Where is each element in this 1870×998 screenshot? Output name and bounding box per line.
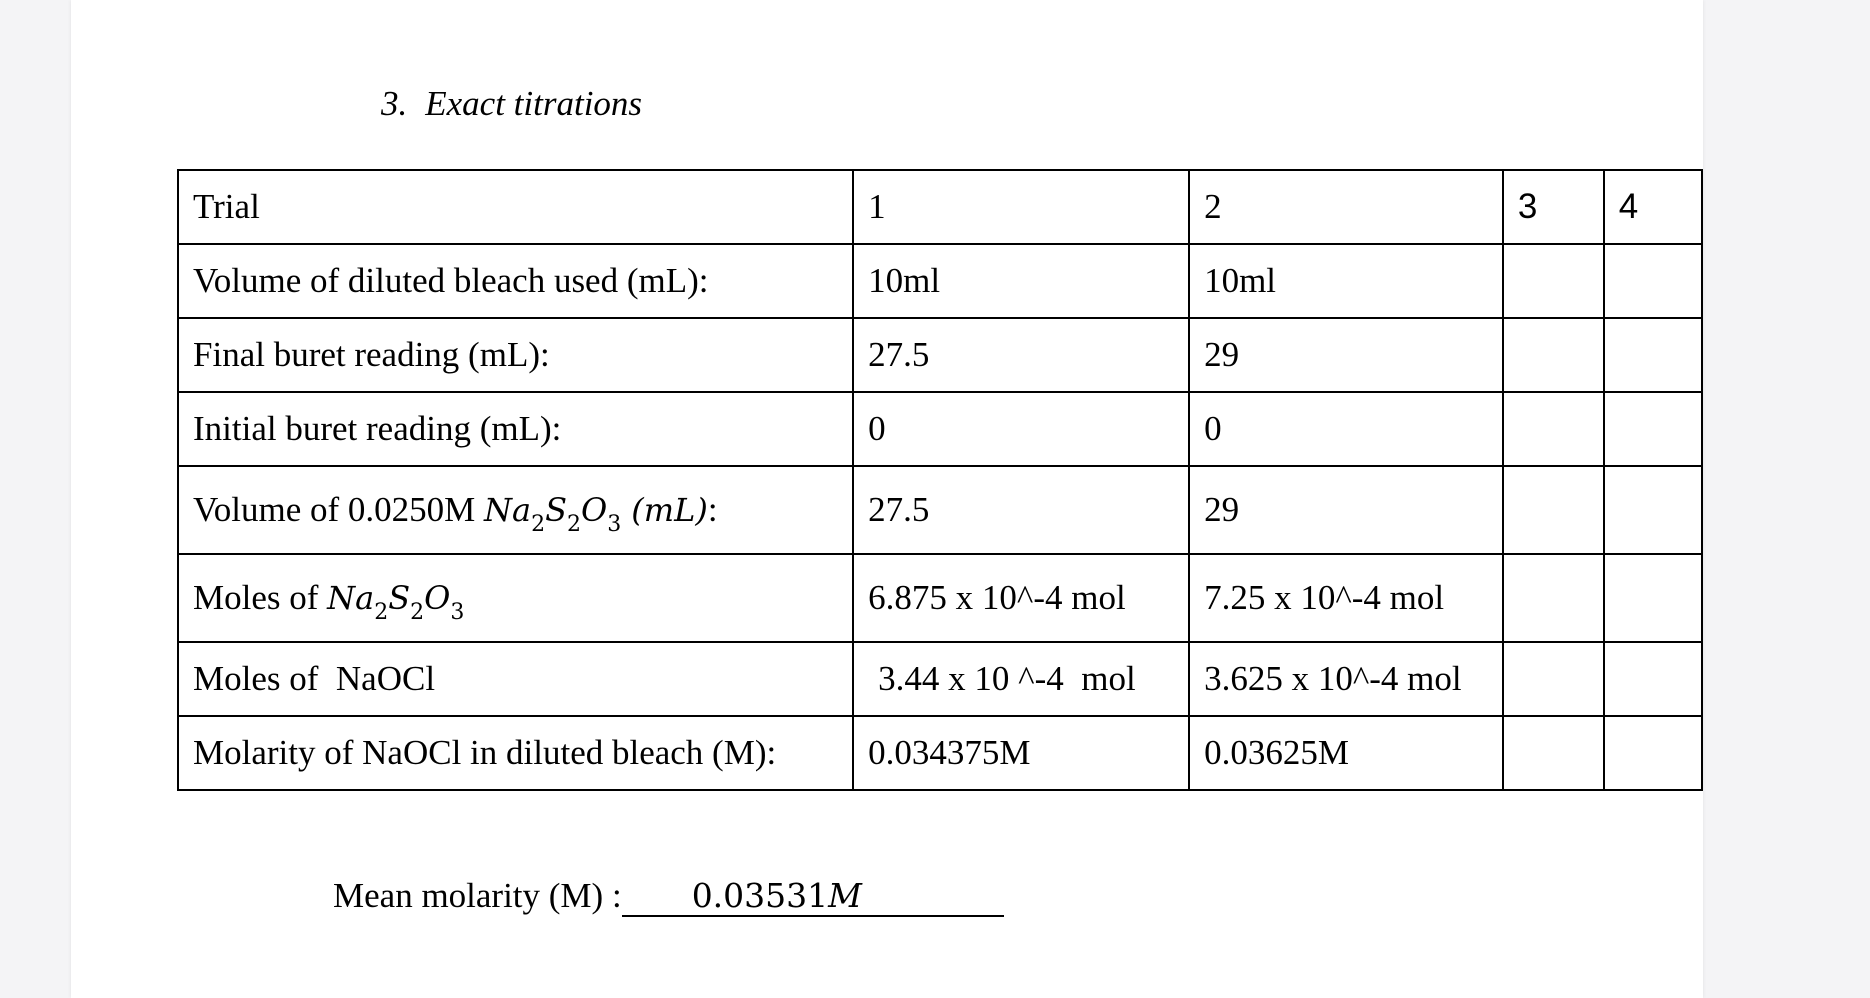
table-row-naocl-moles	[178, 642, 1702, 716]
titration-table	[177, 169, 1703, 791]
section-heading	[381, 84, 642, 124]
row-label-colon: :	[707, 490, 718, 529]
header-cell-trial: Trial	[178, 170, 853, 244]
cell-trial-3	[1503, 642, 1604, 716]
cell-trial-4	[1604, 244, 1702, 318]
cell-trial-3	[1503, 716, 1604, 790]
cell-trial-3	[1503, 554, 1604, 642]
thiosulfate-formula: $Na_2S_2O_3$	[327, 579, 465, 625]
row-label: Final buret reading (mL):	[178, 318, 853, 392]
cell-trial-1: 6.875 x 10^-4 mol	[853, 554, 1189, 642]
row-label: Moles of NaOCl	[178, 642, 853, 716]
cell-trial-4	[1604, 466, 1702, 554]
cell-trial-1: 27.5	[853, 466, 1189, 554]
row-label-prefix: Volume of 0.0250M	[193, 490, 485, 529]
cell-trial-4	[1604, 642, 1702, 716]
cell-trial-4	[1604, 554, 1702, 642]
row-label: Volume of diluted bleach used (mL):	[178, 244, 853, 318]
cell-trial-4	[1604, 392, 1702, 466]
cell-trial-1: 0	[853, 392, 1189, 466]
cell-trial-4	[1604, 318, 1702, 392]
row-label	[178, 554, 853, 642]
cell-trial-2: 3.625 x 10^-4 mol	[1189, 642, 1503, 716]
header-cell-trial-4: 4	[1604, 170, 1702, 244]
cell-trial-2: 0	[1189, 392, 1503, 466]
table-row-final-buret	[178, 318, 1702, 392]
cell-trial-1: 0.034375M	[853, 716, 1189, 790]
cell-trial-2: 29	[1189, 466, 1503, 554]
section-title: Exact titrations	[425, 84, 643, 123]
cell-trial-2: 7.25 x 10^-4 mol	[1189, 554, 1503, 642]
row-label	[178, 466, 853, 554]
header-cell-trial-1: 1	[853, 170, 1189, 244]
section-number: 3.	[381, 84, 408, 123]
cell-trial-3	[1503, 466, 1604, 554]
cell-trial-3	[1503, 392, 1604, 466]
table-row-thiosulfate-moles	[178, 554, 1702, 642]
cell-trial-2: 10ml	[1189, 244, 1503, 318]
row-label-unit: (mL)	[631, 491, 708, 529]
header-cell-trial-3: 3	[1503, 170, 1604, 244]
table-row-bleach-volume	[178, 244, 1702, 318]
row-label-prefix: Moles of	[193, 578, 328, 617]
table-row-thiosulfate-volume	[178, 466, 1702, 554]
cell-trial-2: 29	[1189, 318, 1503, 392]
thiosulfate-formula: $Na_2S_2O_3$	[484, 491, 622, 537]
row-label: Initial buret reading (mL):	[178, 392, 853, 466]
cell-trial-4	[1604, 716, 1702, 790]
cell-trial-3	[1503, 244, 1604, 318]
row-label: Molarity of NaOCl in diluted bleach (M):	[178, 716, 853, 790]
table-row-initial-buret	[178, 392, 1702, 466]
cell-trial-1: 27.5	[853, 318, 1189, 392]
cell-trial-3	[1503, 318, 1604, 392]
table-header-row	[178, 170, 1702, 244]
mean-molarity-label: Mean molarity (M) :	[333, 876, 622, 915]
mean-molarity-value: 0.03531M	[691, 876, 862, 915]
cell-trial-1: 10ml	[853, 244, 1189, 318]
header-cell-trial-2: 2	[1189, 170, 1503, 244]
table-row-naocl-molarity	[178, 716, 1702, 790]
mean-molarity-answer-line	[622, 878, 1004, 917]
mean-molarity	[333, 876, 1004, 917]
document-page	[71, 0, 1703, 998]
cell-trial-1: 3.44 x 10 ^-4 mol	[853, 642, 1189, 716]
cell-trial-2: 0.03625M	[1189, 716, 1503, 790]
